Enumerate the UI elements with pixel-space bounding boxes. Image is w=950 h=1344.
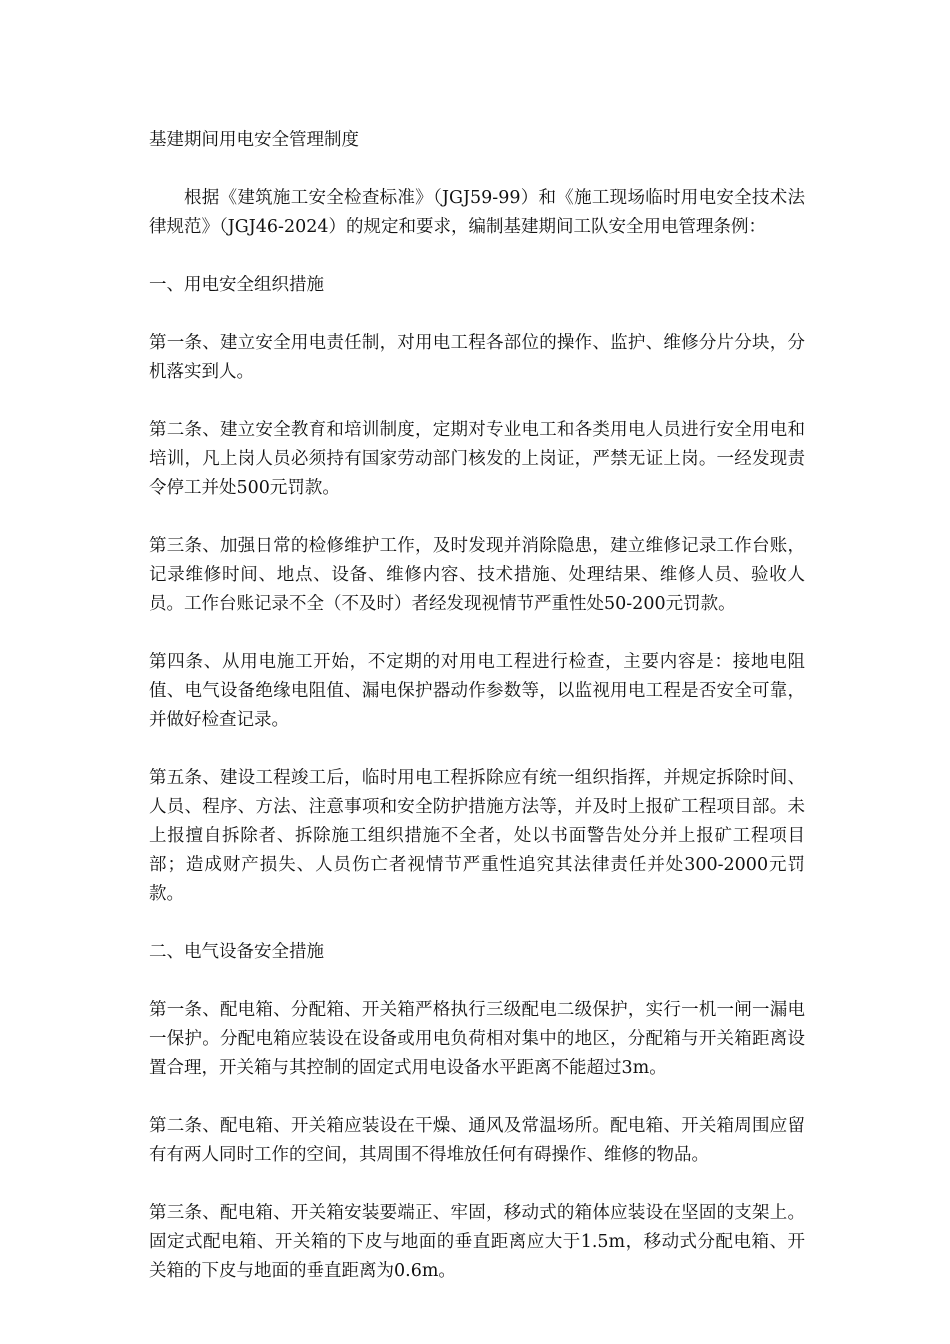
article-paragraph: 第五条、建设工程竣工后，临时用电工程拆除应有统一组织指挥，并规定拆除时间、人员、程序、方法、注意事项和安全防护措施方法等，并及时上报矿工程项目部。未上报擅自拆除者、拆除施工组织措施不全者，处以书面警告处分并上报矿工程项目部；造成财产损失、人员伤亡者视情节严重性追究其法律责任并处300-2000元罚款。 <box>149 768 805 904</box>
document-title: 基建期间用电安全管理制度 <box>149 130 359 150</box>
article-paragraph: 第三条、加强日常的检修维护工作，及时发现并消除隐患，建立维修记录工作台账，记录维修时间、地点、设备、维修内容、技术措施、处理结果、维修人员、验收人员。工作台账记录不全（不及时）者经发现视情节严重性处50-200元罚款。 <box>149 536 805 614</box>
article-paragraph: 第一条、建立安全用电责任制，对用电工程各部位的操作、监护、维修分片分块，分机落实到人。 <box>149 333 805 382</box>
section-heading-equipment: 二、电气设备安全措施 <box>149 942 324 962</box>
article-paragraph: 第二条、建立安全教育和培训制度，定期对专业电工和各类用电人员进行安全用电和培训，凡上岗人员必须持有国家劳动部门核发的上岗证，严禁无证上岗。一经发现责令停工并处500元罚款。 <box>149 420 805 498</box>
article-paragraph: 第一条、配电箱、分配箱、开关箱严格执行三级配电二级保护，实行一机一闸一漏电一保护。分配电箱应装设在设备或用电负荷相对集中的地区，分配箱与开关箱距离设置合理，开关箱与其控制的固定式用电设备水平距离不能超过3m。 <box>149 1000 805 1078</box>
intro-paragraph: 根据《建筑施工安全检查标准》（JGJ59-99）和《施工现场临时用电安全技术法律规范》（JGJ46-2024）的规定和要求，编制基建期间工队安全用电管理条例： <box>149 188 805 237</box>
article-paragraph: 第四条、从用电施工开始，不定期的对用电工程进行检查，主要内容是：接地电阻值、电气设备绝缘电阻值、漏电保护器动作参数等，以监视用电工程是否安全可靠，并做好检查记录。 <box>149 652 805 730</box>
article-paragraph: 第二条、配电箱、开关箱应装设在干燥、通风及常温场所。配电箱、开关箱周围应留有有两人同时工作的空间，其周围不得堆放任何有碍操作、维修的物品。 <box>149 1116 805 1165</box>
article-paragraph: 第三条、配电箱、开关箱安装要端正、牢固，移动式的箱体应装设在坚固的支架上。固定式配电箱、开关箱的下皮与地面的垂直距离应大于1.5m，移动式分配电箱、开关箱的下皮与地面的垂直距离为0.6m。 <box>149 1203 805 1281</box>
document-body <box>149 126 805 1315</box>
section-heading-organization: 一、用电安全组织措施 <box>149 275 324 295</box>
